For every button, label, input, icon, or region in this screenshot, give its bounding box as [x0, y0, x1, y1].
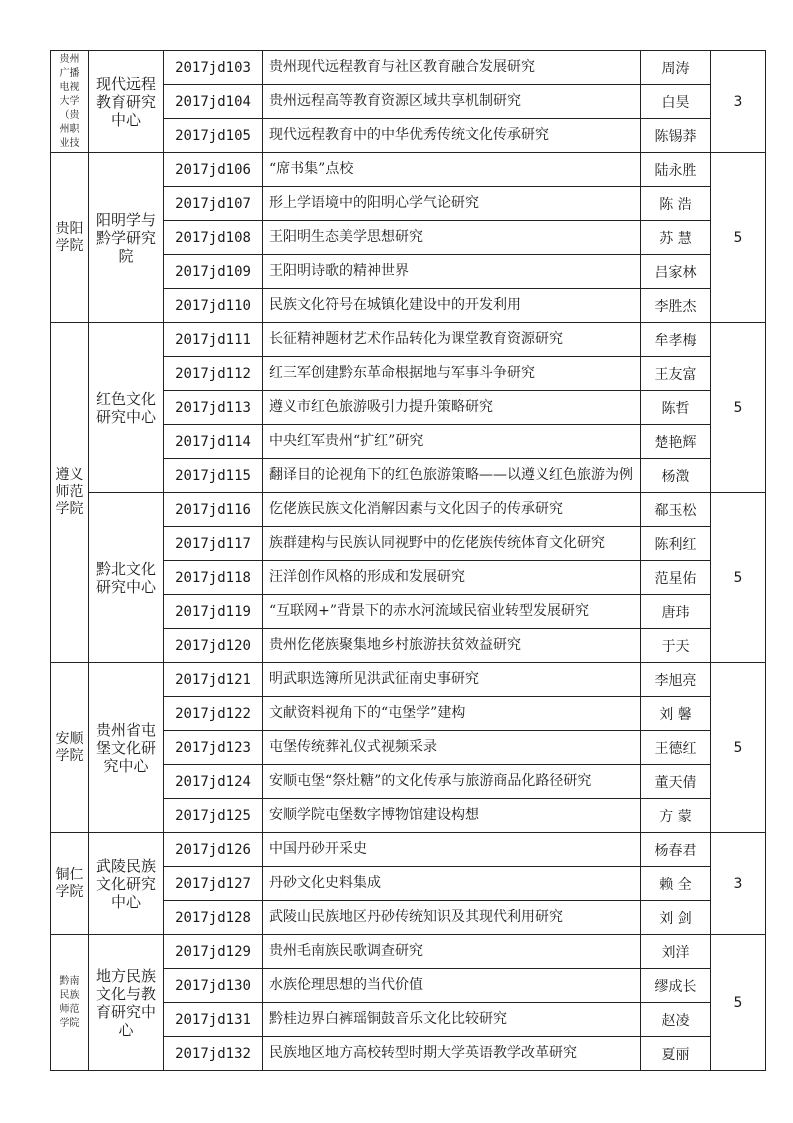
project-topic-cell: 安顺学院屯堡数字博物馆建设构想: [263, 799, 641, 833]
project-code-cell: 2017jd127: [164, 867, 263, 901]
project-topic-cell: 文献资料视角下的“屯堡学”建构: [263, 697, 641, 731]
research-center-cell: 贵州省屯堡文化研究中心: [89, 663, 164, 833]
project-code-cell: 2017jd128: [164, 901, 263, 935]
project-leader-cell: 王友富: [641, 357, 711, 391]
project-leader-cell: 李旭亮: [641, 663, 711, 697]
project-code-cell: 2017jd112: [164, 357, 263, 391]
project-topic-cell: 丹砂文化史料集成: [263, 867, 641, 901]
table-row: [51, 153, 766, 187]
table-row: [51, 833, 766, 867]
project-leader-cell: 杨春君: [641, 833, 711, 867]
project-leader-cell: 杨澂: [641, 459, 711, 493]
project-count-cell: 5: [711, 663, 766, 833]
table-body: [51, 51, 766, 1071]
project-code-cell: 2017jd120: [164, 629, 263, 663]
project-topic-cell: 黔桂边界白裤瑶铜鼓音乐文化比较研究: [263, 1003, 641, 1037]
project-code-cell: 2017jd129: [164, 935, 263, 969]
project-topic-cell: “席书集”点校: [263, 153, 641, 187]
project-leader-cell: 夏丽: [641, 1037, 711, 1071]
project-code-cell: 2017jd111: [164, 323, 263, 357]
project-topic-cell: 王阳明诗歌的精神世界: [263, 255, 641, 289]
project-topic-cell: 形上学语境中的阳明心学气论研究: [263, 187, 641, 221]
project-leader-cell: 缪成长: [641, 969, 711, 1003]
project-code-cell: 2017jd126: [164, 833, 263, 867]
project-code-cell: 2017jd113: [164, 391, 263, 425]
project-code-cell: 2017jd122: [164, 697, 263, 731]
project-leader-cell: 牟孝梅: [641, 323, 711, 357]
research-center-cell: 地方民族文化与教育研究中心: [89, 935, 164, 1071]
project-code-cell: 2017jd119: [164, 595, 263, 629]
project-count-cell: 5: [711, 493, 766, 663]
project-topic-cell: 贵州远程高等教育资源区域共享机制研究: [263, 85, 641, 119]
project-table: [50, 50, 766, 1071]
project-code-cell: 2017jd116: [164, 493, 263, 527]
project-leader-cell: 周涛: [641, 51, 711, 85]
project-code-cell: 2017jd106: [164, 153, 263, 187]
project-code-cell: 2017jd130: [164, 969, 263, 1003]
project-code-cell: 2017jd114: [164, 425, 263, 459]
project-topic-cell: 水族伦理思想的当代价值: [263, 969, 641, 1003]
project-topic-cell: 民族文化符号在城镇化建设中的开发利用: [263, 289, 641, 323]
project-leader-cell: 刘 馨: [641, 697, 711, 731]
project-topic-cell: 遵义市红色旅游吸引力提升策略研究: [263, 391, 641, 425]
project-leader-cell: 唐玮: [641, 595, 711, 629]
institution-cell: 贵州广播电视大学（贵州职业技: [51, 51, 89, 153]
project-leader-cell: 赵凌: [641, 1003, 711, 1037]
project-topic-cell: “互联网+”背景下的赤水河流域民宿业转型发展研究: [263, 595, 641, 629]
project-code-cell: 2017jd107: [164, 187, 263, 221]
project-topic-cell: 中央红军贵州“扩红”研究: [263, 425, 641, 459]
project-topic-cell: 仡佬族民族文化消解因素与文化因子的传承研究: [263, 493, 641, 527]
project-leader-cell: 白昊: [641, 85, 711, 119]
institution-cell: 铜仁学院: [51, 833, 89, 935]
project-topic-cell: 贵州现代远程教育与社区教育融合发展研究: [263, 51, 641, 85]
project-code-cell: 2017jd105: [164, 119, 263, 153]
table-row: [51, 493, 766, 527]
project-topic-cell: 红三军创建黔东革命根据地与军事斗争研究: [263, 357, 641, 391]
project-leader-cell: 于天: [641, 629, 711, 663]
project-leader-cell: 董天倩: [641, 765, 711, 799]
project-leader-cell: 李胜杰: [641, 289, 711, 323]
project-code-cell: 2017jd123: [164, 731, 263, 765]
project-leader-cell: 陈利红: [641, 527, 711, 561]
project-topic-cell: 汪洋创作风格的形成和发展研究: [263, 561, 641, 595]
project-code-cell: 2017jd118: [164, 561, 263, 595]
project-leader-cell: 陈锡莽: [641, 119, 711, 153]
project-leader-cell: 郗玉松: [641, 493, 711, 527]
project-count-cell: 3: [711, 833, 766, 935]
research-center-cell: 红色文化研究中心: [89, 323, 164, 493]
research-center-cell: 黔北文化研究中心: [89, 493, 164, 663]
project-topic-cell: 武陵山民族地区丹砂传统知识及其现代利用研究: [263, 901, 641, 935]
table-row: [51, 935, 766, 969]
project-leader-cell: 吕家林: [641, 255, 711, 289]
project-count-cell: 3: [711, 51, 766, 153]
institution-cell: 遵义师范学院: [51, 323, 89, 663]
project-leader-cell: 赖 全: [641, 867, 711, 901]
institution-cell: 黔南民族师范学院: [51, 935, 89, 1071]
project-leader-cell: 苏 慧: [641, 221, 711, 255]
project-code-cell: 2017jd104: [164, 85, 263, 119]
project-leader-cell: 陆永胜: [641, 153, 711, 187]
project-leader-cell: 刘洋: [641, 935, 711, 969]
project-leader-cell: 陈 浩: [641, 187, 711, 221]
project-code-cell: 2017jd108: [164, 221, 263, 255]
table-row: [51, 663, 766, 697]
project-topic-cell: 明武职选簿所见洪武征南史事研究: [263, 663, 641, 697]
project-topic-cell: 屯堡传统葬礼仪式视频采录: [263, 731, 641, 765]
project-code-cell: 2017jd110: [164, 289, 263, 323]
institution-cell: 贵阳学院: [51, 153, 89, 323]
project-leader-cell: 陈哲: [641, 391, 711, 425]
project-code-cell: 2017jd117: [164, 527, 263, 561]
project-count-cell: 5: [711, 153, 766, 323]
project-leader-cell: 王德红: [641, 731, 711, 765]
project-leader-cell: 范星佑: [641, 561, 711, 595]
table-row: [51, 51, 766, 85]
project-topic-cell: 民族地区地方高校转型时期大学英语教学改革研究: [263, 1037, 641, 1071]
project-leader-cell: 方 蒙: [641, 799, 711, 833]
project-topic-cell: 翻译目的论视角下的红色旅游策略——以遵义红色旅游为例: [263, 459, 641, 493]
institution-cell: 安顺学院: [51, 663, 89, 833]
project-topic-cell: 王阳明生态美学思想研究: [263, 221, 641, 255]
research-center-cell: 现代远程教育研究中心: [89, 51, 164, 153]
project-code-cell: 2017jd121: [164, 663, 263, 697]
table-row: [51, 323, 766, 357]
project-leader-cell: 刘 剑: [641, 901, 711, 935]
project-topic-cell: 贵州毛南族民歌调查研究: [263, 935, 641, 969]
project-topic-cell: 贵州仡佬族聚集地乡村旅游扶贫效益研究: [263, 629, 641, 663]
project-code-cell: 2017jd115: [164, 459, 263, 493]
project-topic-cell: 族群建构与民族认同视野中的仡佬族传统体育文化研究: [263, 527, 641, 561]
project-code-cell: 2017jd125: [164, 799, 263, 833]
project-topic-cell: 长征精神题材艺术作品转化为课堂教育资源研究: [263, 323, 641, 357]
project-leader-cell: 楚艳辉: [641, 425, 711, 459]
project-code-cell: 2017jd103: [164, 51, 263, 85]
project-code-cell: 2017jd124: [164, 765, 263, 799]
project-table-page: [50, 50, 765, 1071]
project-code-cell: 2017jd109: [164, 255, 263, 289]
research-center-cell: 阳明学与黔学研究院: [89, 153, 164, 323]
project-topic-cell: 现代远程教育中的中华优秀传统文化传承研究: [263, 119, 641, 153]
project-count-cell: 5: [711, 935, 766, 1071]
project-topic-cell: 中国丹砂开采史: [263, 833, 641, 867]
research-center-cell: 武陵民族文化研究中心: [89, 833, 164, 935]
project-topic-cell: 安顺屯堡“祭灶糖”的文化传承与旅游商品化路径研究: [263, 765, 641, 799]
project-code-cell: 2017jd132: [164, 1037, 263, 1071]
project-code-cell: 2017jd131: [164, 1003, 263, 1037]
project-count-cell: 5: [711, 323, 766, 493]
